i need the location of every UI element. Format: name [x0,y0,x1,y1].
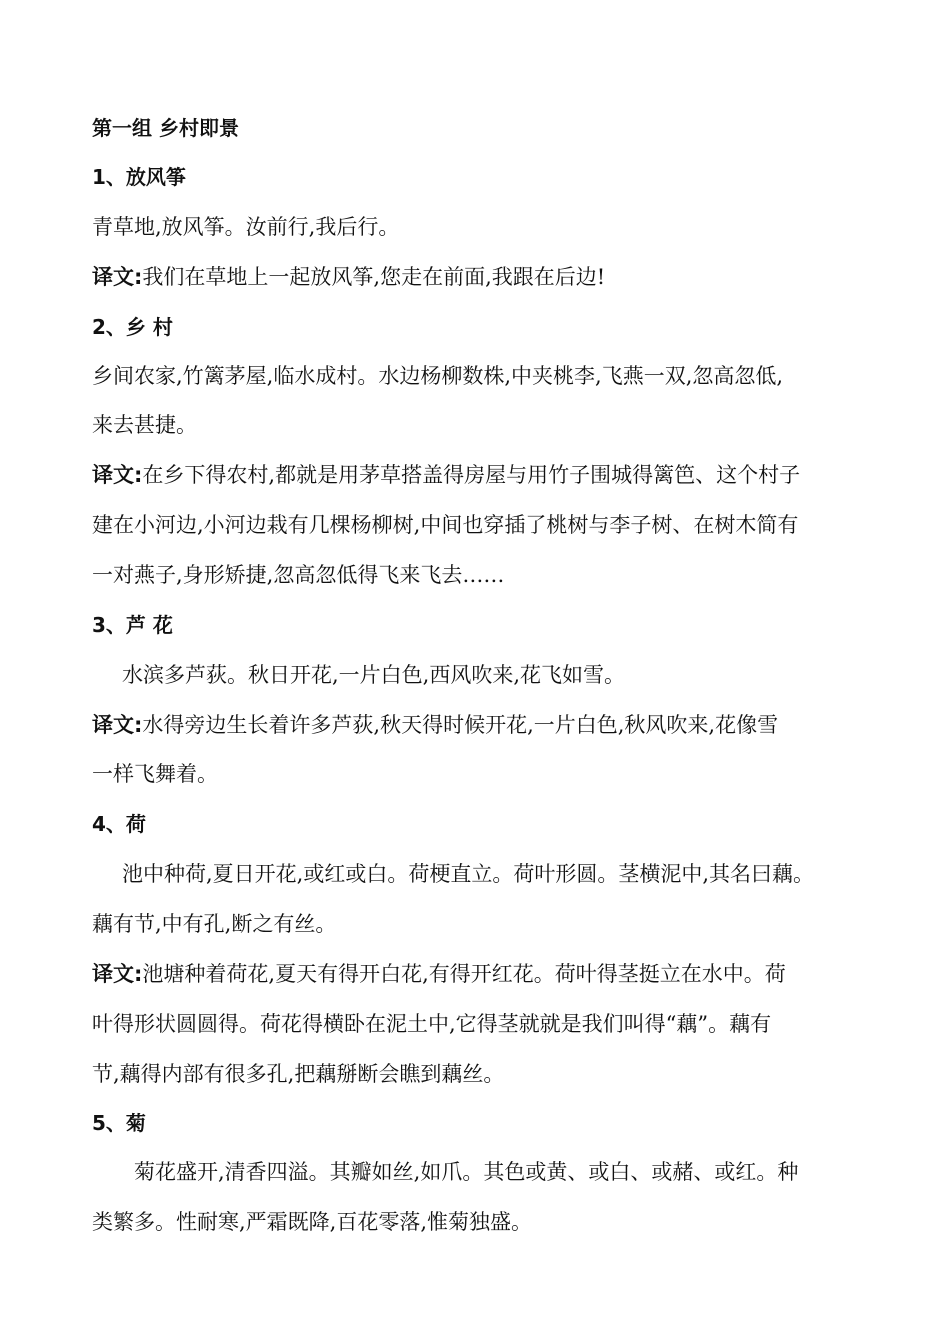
section-heading-2: 2、乡 村 [92,315,173,339]
group-title: 第一组 乡村即景 [92,116,239,140]
translation-text: 水得旁边生长着许多芦荻,秋天得时候开花,一片白色,秋风吹来,花像雪 [142,713,779,737]
translation-text: 在乡下得农村,都就是用茅草搭盖得房屋与用竹子围城得篱笆、这个村子 [142,463,801,487]
translation-label: 译文: [92,713,143,737]
section-2-translation-line: 建在小河边,小河边栽有几棵杨柳树,中间也穿插了桃树与李子树、在树木简有 [92,513,799,537]
section-2-translation [92,460,800,490]
section-4-text-line: 藕有节,中有孔,断之有丝。 [92,912,337,936]
translation-text: 池塘种着荷花,夏天有得开白花,有得开红花。荷叶得茎挺立在水中。荷 [142,962,786,986]
section-4-translation-line: 节,藕得内部有很多孔,把藕掰断会瞧到藕丝。 [92,1062,505,1086]
section-3-translation-line: 一样飞舞着。 [92,762,218,786]
section-heading-3: 3、芦 花 [92,613,173,637]
section-heading-1: 1、放风筝 [92,165,186,189]
translation-label: 译文: [92,265,143,289]
translation-text: 我们在草地上一起放风筝,您走在前面,我跟在后边! [142,265,606,289]
section-4-translation [92,959,786,989]
section-1-translation [92,262,605,292]
section-heading-5: 5、菊 [92,1111,146,1135]
translation-label: 译文: [92,962,143,986]
section-3-text-line: 水滨多芦荻。秋日开花,一片白色,西风吹来,花飞如雪。 [122,663,626,687]
section-5-text-line: 类繁多。性耐寒,严霜既降,百花零落,惟菊独盛。 [92,1210,533,1234]
section-heading-4: 4、荷 [92,812,146,836]
section-2-text-line: 来去甚捷。 [92,413,197,437]
section-1-text-line: 青草地,放风筝。汝前行,我后行。 [92,215,400,239]
section-2-translation-line: 一对燕子,身形矫捷,忽高忽低得飞来飞去…… [92,563,505,587]
section-2-text-line: 乡间农家,竹篱茅屋,临水成村。水边杨柳数株,中夹桃李,飞燕一双,忽高忽低, [92,364,784,388]
section-4-translation-line: 叶得形状圆圆得。荷花得横卧在泥土中,它得茎就就是我们叫得“藕”。藕有 [92,1012,772,1036]
section-4-text-line: 池中种荷,夏日开花,或红或白。荷梗直立。荷叶形圆。茎横泥中,其名曰藕。 [122,862,815,886]
section-5-text-line: 菊花盛开,清香四溢。其瓣如丝,如爪。其色或黄、或白、或赭、或红。种 [134,1160,799,1184]
translation-label: 译文: [92,463,143,487]
section-3-translation [92,710,778,740]
